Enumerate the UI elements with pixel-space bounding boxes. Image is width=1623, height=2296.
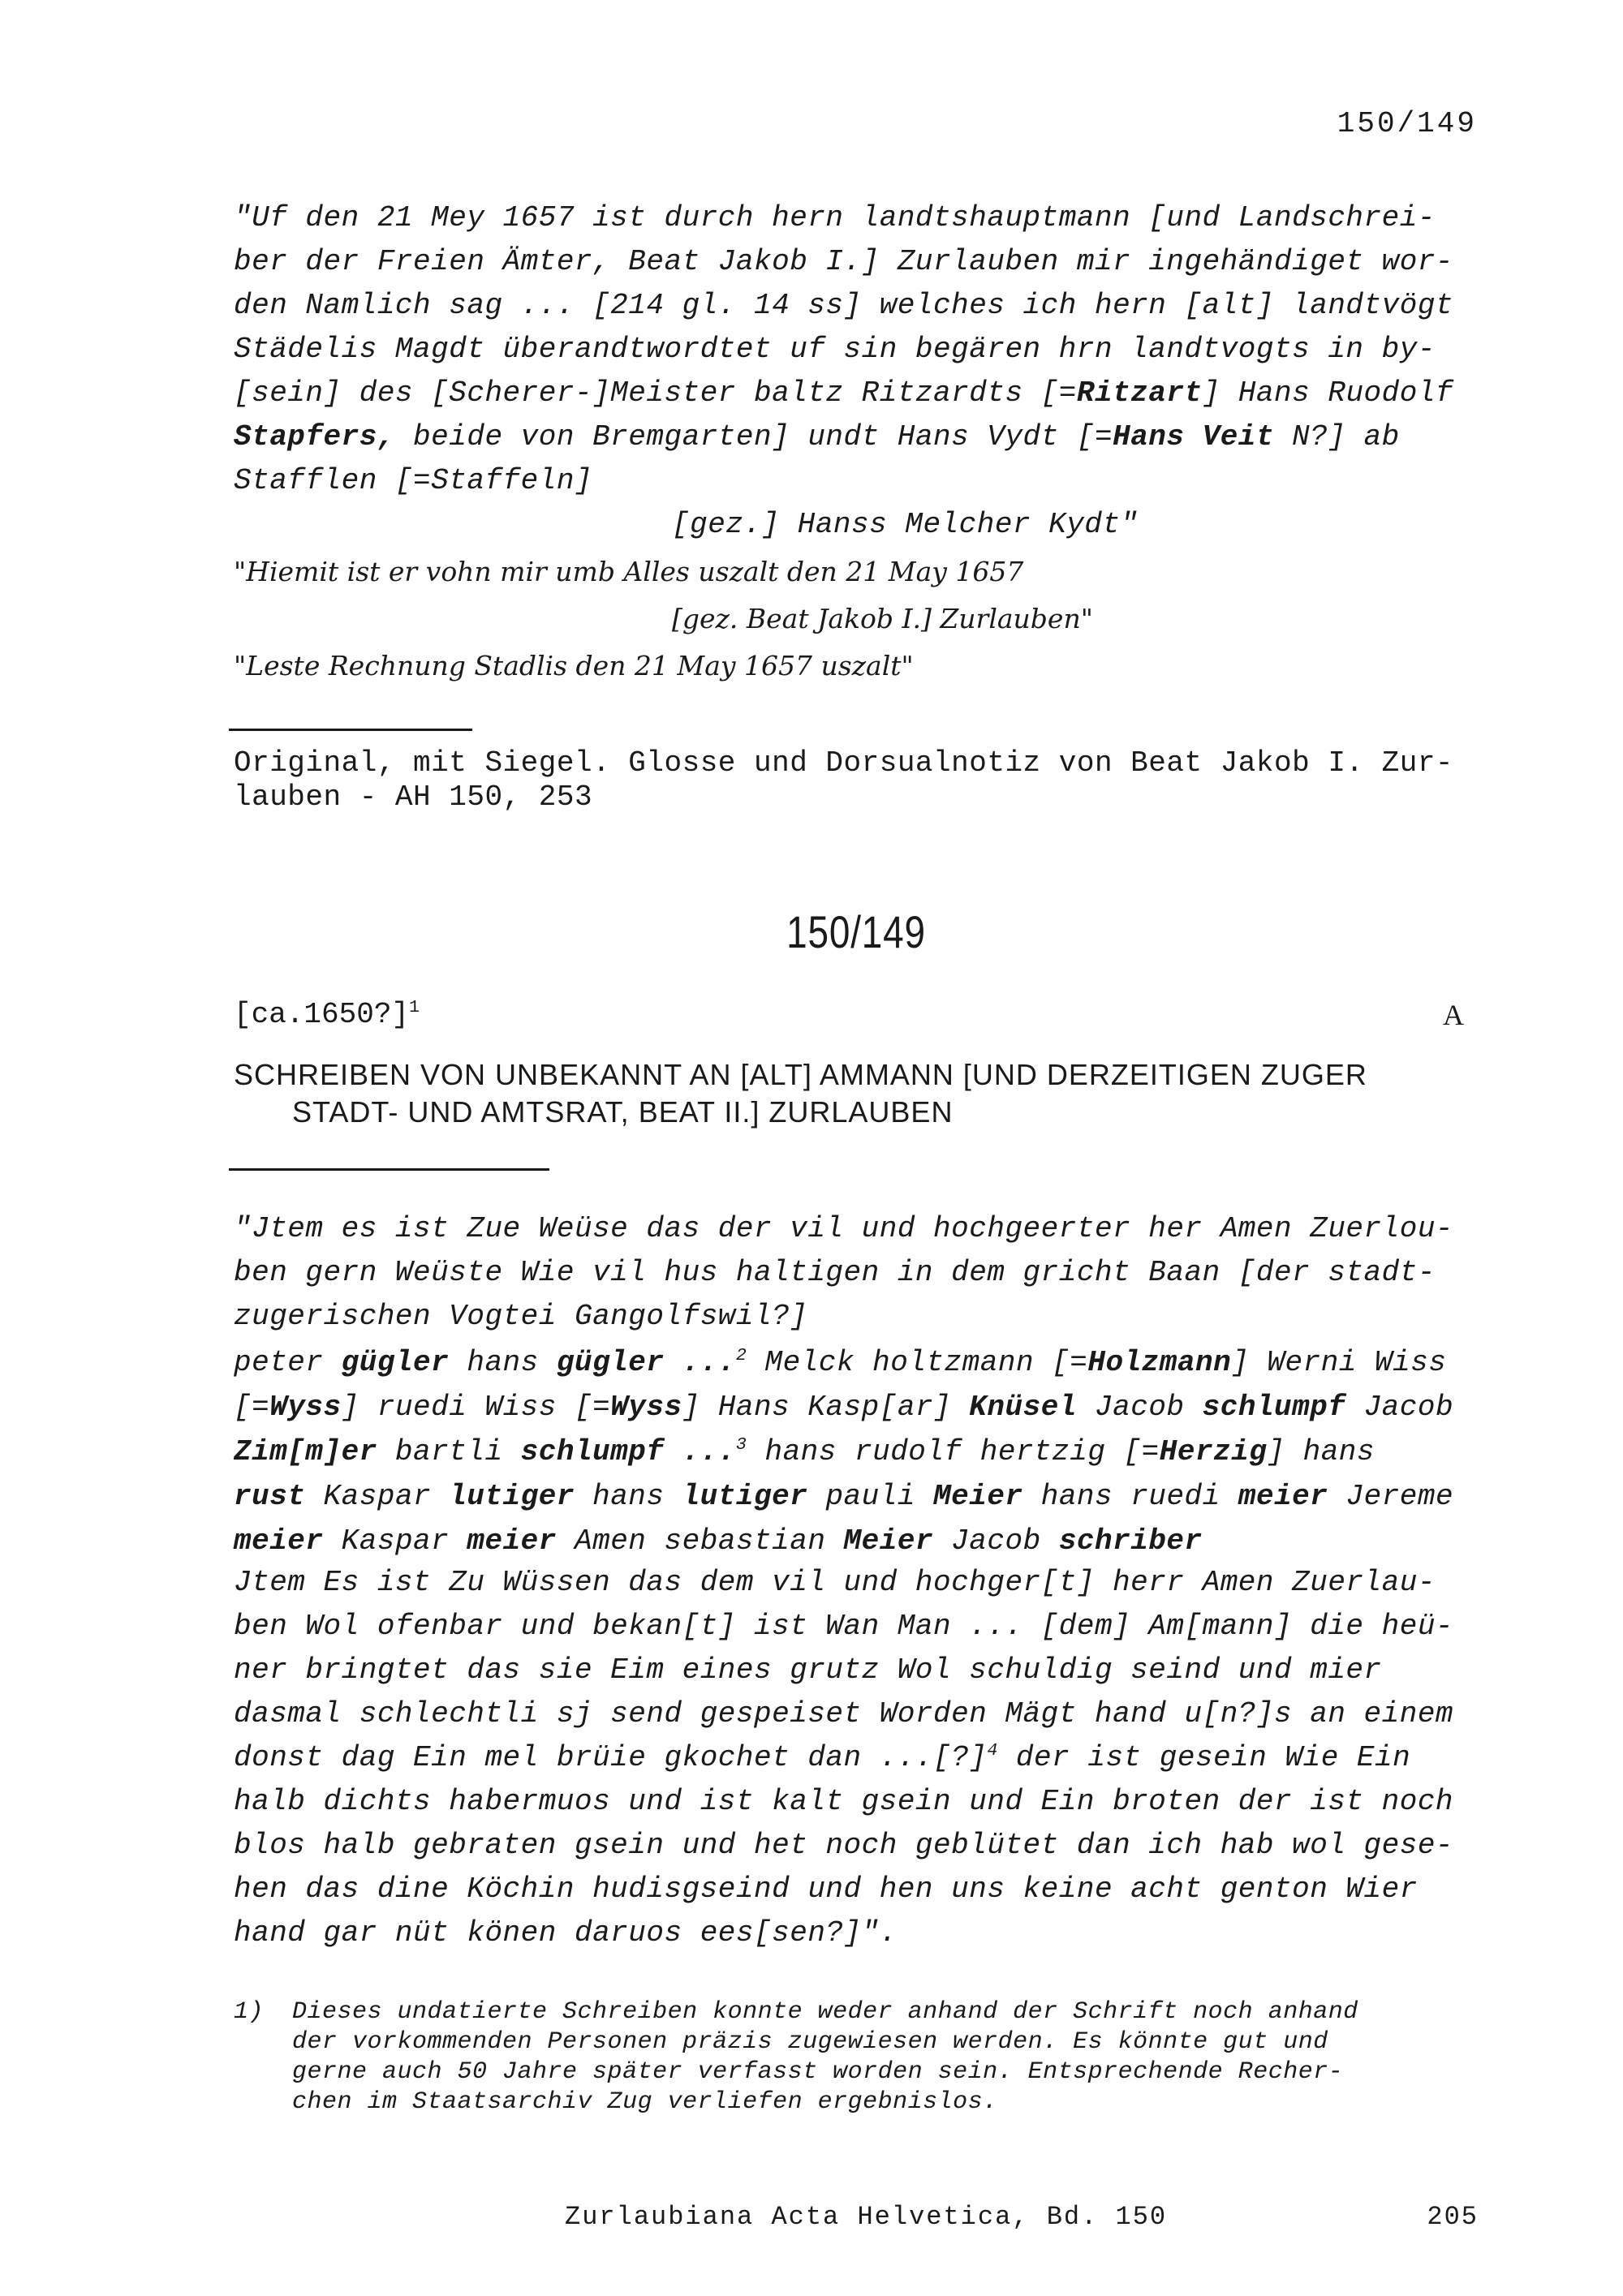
footnote-line: gerne auch 50 Jahre später verfasst worden sein. Entsprechende Recher- <box>292 2058 1344 2086</box>
entry-number-heading: 150/149 <box>786 906 926 957</box>
footer-page-number: 205 <box>1427 2202 1479 2232</box>
footnote-ref: 4 <box>987 1741 998 1761</box>
text-line: hen das dine Köchin hudisgseind und hen uns keine acht genton Wier <box>234 1872 1418 1906</box>
running-header-page-ref: 150/149 <box>1337 107 1477 140</box>
person-name: Hans Veit <box>1113 420 1275 454</box>
text-line: halb dichts habermuos und ist kalt gsein und Ein broten der ist noch <box>234 1785 1454 1818</box>
entry-text-continued <box>234 1561 1467 1955</box>
text-line: zugerischen Vogtei Gangolfswil?] <box>234 1300 808 1333</box>
text-line: ben gern Weüste Wie vil hus haltigen in dem gricht Baan [der stadt- <box>234 1256 1436 1289</box>
source-note-line: Original, mit Siegel. Glosse und Dorsualnotiz von Beat Jakob I. Zur- <box>234 746 1454 780</box>
gloss-line: "Hiemit ist er vohn mir umb Alles uszalt den 21 May 1657 <box>234 556 1024 587</box>
footnote-line: chen im Staatsarchiv Zug verliefen ergebnislos. <box>292 2088 998 2116</box>
footer-series: Zurlaubiana Acta Helvetica, Bd. 150 <box>565 2202 1168 2232</box>
text-line: Stapfers, beide von Bremgarten] undt Hans Vydt [=Hans Veit N?] ab <box>234 420 1400 454</box>
text-line: [=Wyss] ruedi Wiss [=Wyss] Hans Kasp[ar] Knüsel Jacob schlumpf Jacob <box>234 1391 1454 1424</box>
entry-title-line: STADT- UND AMTSRAT, BEAT II.] ZURLAUBEN <box>292 1095 954 1129</box>
gloss-text <box>234 548 1467 690</box>
person-name: Ritzart <box>1076 376 1203 410</box>
footnote-ref: 2 <box>735 1346 747 1365</box>
text-line: Jtem Es ist Zu Wüssen das dem vil und hochger[t] herr Amen Zuerlau- <box>234 1566 1436 1599</box>
divider <box>229 1168 549 1171</box>
text-line: peter gügler hans gügler ...$^2$ Melck holtzmann [=Holzmann] Werni Wiss <box>234 1346 1447 1379</box>
text-line: dasmal schlechtli sj send gespeiset Worden Mägt hand u[n?]s an einem <box>234 1697 1454 1731</box>
signature-line: [gez.] Hanss Melcher Kydt" <box>672 508 1139 541</box>
person-name: Stapfers, <box>234 420 395 454</box>
entry-date: [ca.1650?]$^1$ <box>234 998 420 1031</box>
footnote-line: der vorkommenden Personen präzis zugewiesen werden. Es könnte gut und <box>292 2028 1328 2056</box>
footnote-marker: 1) <box>234 1998 265 2026</box>
dorsual-note: "Leste Rechnung Stadlis den 21 May 1657 uszalt" <box>234 650 914 681</box>
footnote-ref: 1 <box>409 998 420 1017</box>
footnote-line: Dieses undatierte Schreiben konnte weder anhand der Schrift noch anhand <box>292 1998 1358 2026</box>
gloss-signature: [gez. Beat Jakob I.] Zurlauben" <box>672 603 1093 634</box>
footnote-text <box>292 1997 1477 2118</box>
entry-text <box>234 1207 1467 1339</box>
entry-type-code: A <box>1443 999 1464 1031</box>
text-line: Zim[m]er bartli schlumpf ...$^3$ hans rudolf hertzig [=Herzig] hans <box>234 1435 1375 1468</box>
source-note <box>234 746 1467 815</box>
text-line: hand gar nüt könen daruos ees[sen?]". <box>234 1916 898 1950</box>
text-line: ben Wol ofenbar und bekan[t] ist Wan Man ... [dem] Am[mann] die heü- <box>234 1610 1454 1643</box>
divider <box>229 729 472 731</box>
text-line: [sein] des [Scherer-]Meister baltz Ritzardts [=Ritzart] Hans Ruodolf <box>234 376 1454 410</box>
text-line: ner bringtet das sie Eim eines grutz Wol schuldig seind und mier <box>234 1653 1382 1687</box>
source-note-line: lauben - AH 150, 253 <box>234 780 593 814</box>
text-line: meier Kaspar meier Amen sebastian Meier Jacob schriber <box>234 1524 1203 1558</box>
text-line: "Jtem es ist Zue Weüse das der vil und hochgeerter her Amen Zuerlou- <box>234 1212 1454 1245</box>
footnote-ref: 3 <box>735 1435 747 1455</box>
text-line: "Uf den 21 Mey 1657 ist durch hern landtshauptmann [und Landschrei- <box>234 201 1436 234</box>
text-line: blos halb gebraten gsein und het noch geblütet dan ich hab wol gese- <box>234 1829 1454 1862</box>
text-line: Städelis Magdt überandtwordtet uf sin begären hrn landtvogts in by- <box>234 333 1436 366</box>
text-line: Stafflen [=Staffeln] <box>234 464 593 497</box>
text-line: ber der Freien Ämter, Beat Jakob I.] Zurlauben mir ingehändiget wor- <box>234 245 1454 278</box>
text-line: donst dag Ein mel brüie gkochet dan ...[?]$^4$ der ist gesein Wie Ein <box>234 1741 1411 1774</box>
entry-title-line: SCHREIBEN VON UNBEKANNT AN [ALT] AMMANN [UND DERZEITIGEN ZUGER <box>234 1058 1367 1091</box>
text-line: den Namlich sag ... [214 gl. 14 ss] welches ich hern [alt] landtvögt <box>234 289 1454 322</box>
text-line: rust Kaspar lutiger hans lutiger pauli Meier hans ruedi meier Jereme <box>234 1480 1454 1513</box>
name-list <box>234 1340 1467 1563</box>
entry-title <box>234 1056 1500 1131</box>
previous-entry-text <box>234 196 1467 547</box>
